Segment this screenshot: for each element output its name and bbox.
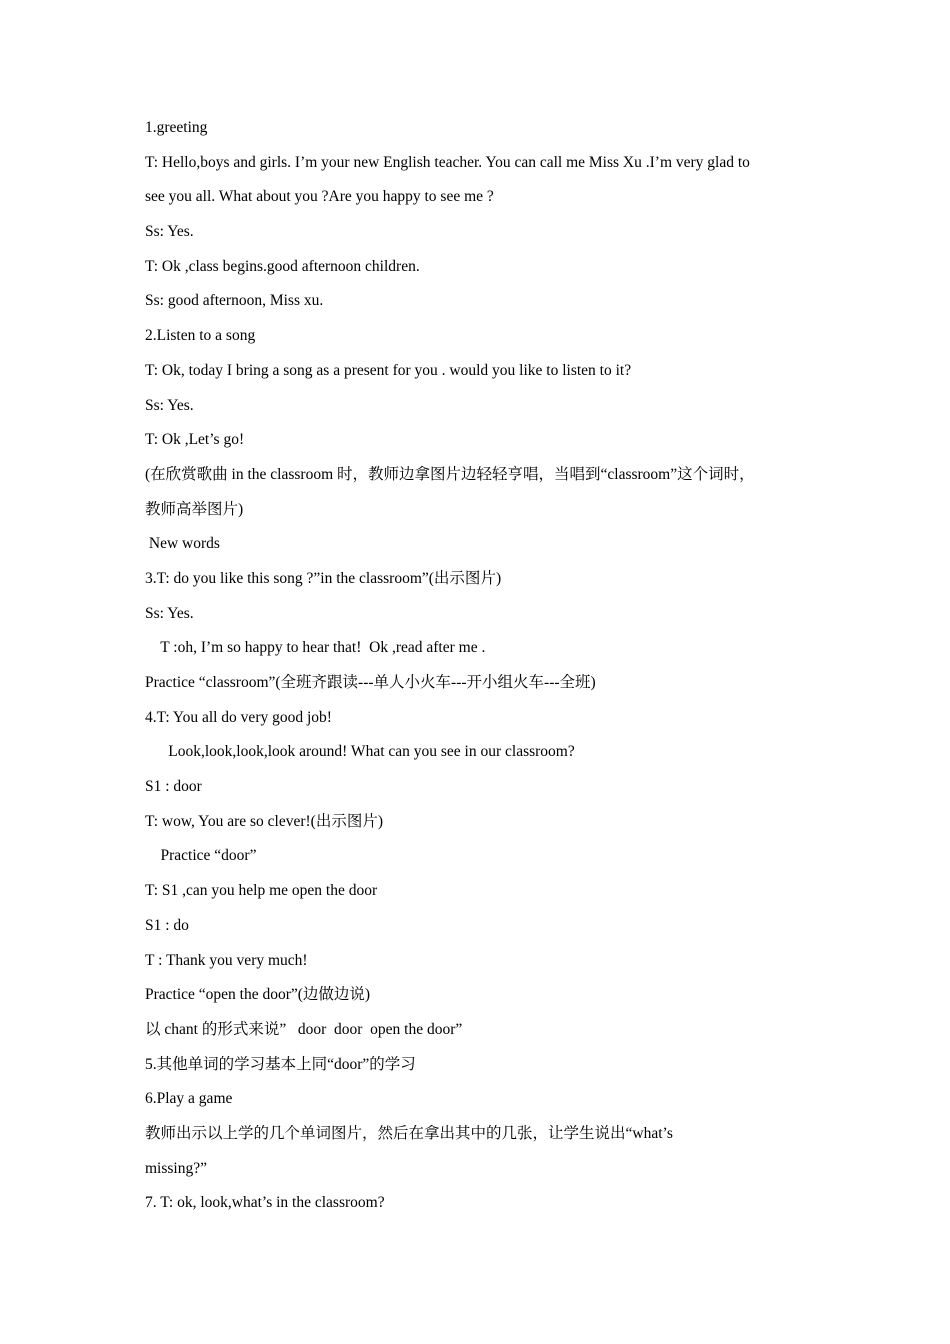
text-line: T: Ok, today I bring a song as a present for you . would you like to listen to it?: [145, 361, 632, 379]
text-line: 7. T: ok, look,what’s in the classroom?: [145, 1194, 385, 1212]
text-line: Ss: good afternoon, Miss xu.: [145, 292, 324, 310]
text-line: 3.T: do you like this song ?”in the classroom”(出示图片): [145, 569, 502, 587]
text-line: Ss: Yes.: [145, 223, 194, 241]
text-line: Look,look,look,look around! What can you see in our classroom?: [145, 743, 575, 761]
text-line: Ss: Yes.: [145, 396, 194, 414]
text-line: Practice “classroom”(全班齐跟读---单人小火车---开小组火车---全班): [145, 674, 596, 691]
text-line: 教师高举图片): [145, 500, 244, 518]
text-line: 1.greeting: [145, 119, 208, 136]
text-line: Practice “door”: [145, 847, 257, 865]
text-line: 以 chant 的形式来说” door door open the door”: [145, 1020, 463, 1038]
text-line: Practice “open the door”(边做边说): [145, 986, 371, 1004]
text-line: 教师出示以上学的几个单词图片，然后在拿出其中的几张，让学生说出“what’s: [145, 1124, 673, 1142]
text-line: New words: [145, 535, 220, 553]
text-line: T : Thank you very much!: [145, 951, 308, 969]
text-line: T: Ok ,class begins.good afternoon children.: [145, 257, 420, 275]
text-line: S1 : do: [145, 916, 189, 934]
text-line: Ss: Yes.: [145, 604, 194, 622]
text-line: 2.Listen to a song: [145, 327, 256, 345]
text-line: T: wow, You are so clever!(出示图片): [145, 812, 383, 830]
text-line: T: Ok ,Let’s go!: [145, 431, 245, 449]
text-line: T: Hello,boys and girls. I’m your new English teacher. You can call me Miss Xu .I’m very glad to: [145, 153, 750, 171]
text-line: missing?”: [145, 1159, 207, 1177]
text-line: 6.Play a game: [145, 1090, 233, 1108]
text-line: (在欣赏歌曲 in the classroom 时，教师边拿图片边轻轻亨唱，当唱到“classroom”这个词时，: [145, 465, 755, 483]
text-line: 5.其他单词的学习基本上同“door”的学习: [145, 1055, 416, 1073]
text-line: see you all. What about you ?Are you happy to see me ?: [145, 188, 494, 206]
lesson-plan-text: [145, 111, 825, 1221]
text-line: 4.T: You all do very good job!: [145, 708, 332, 726]
text-line: T: S1 ,can you help me open the door: [145, 882, 378, 900]
text-line: T :oh, I’m so happy to hear that! Ok ,read after me .: [145, 639, 486, 657]
text-line: S1 : door: [145, 778, 202, 796]
